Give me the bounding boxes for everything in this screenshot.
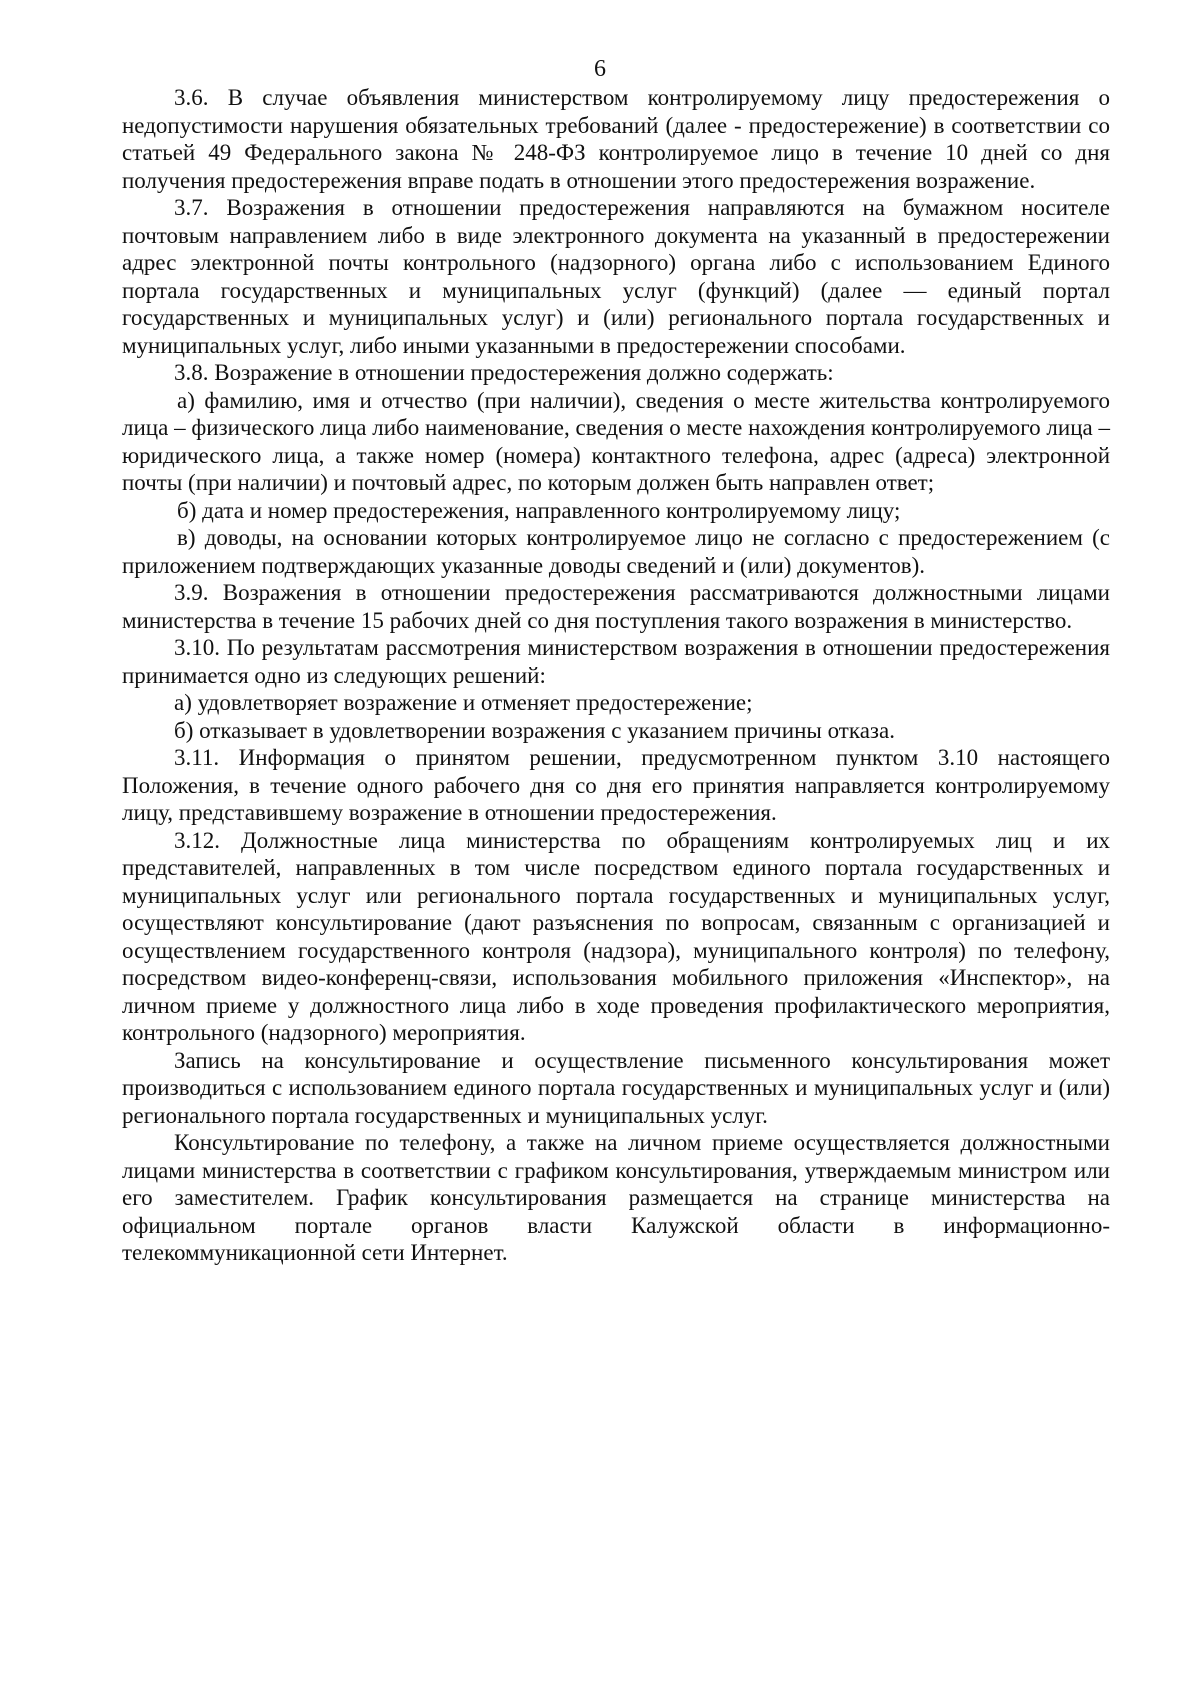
list-item-v: в) доводы, на основании которых контролируемое лицо не согласно с предостережением (с приложением подтверждающих указанные доводы сведений и (или) документов). <box>122 525 1110 578</box>
decision-item-a: а) удовлетворяет возражение и отменяет предостережение; <box>174 690 753 715</box>
paragraph-3-7: 3.7. Возражения в отношении предостережения направляются на бумажном носителе почтовым направлением либо в виде электронного документа на указанный в предостережении адрес электронной почты контрольного (надзорного) органа либо с использованием Единого портала государственных и муниципальных услуг (функций) (далее — единый портал государственных и муниципальных услуг) и (или) регионального портала государственных и муниципальных услуг, либо иными указанными в предостережении способами. <box>122 195 1110 358</box>
list-item-b: б) дата и номер предостережения, направленного контролируемому лицу; <box>177 497 901 523</box>
paragraph-3-11: 3.11. Информация о принятом решении, предусмотренном пунктом 3.10 настоящего Положения, в течение одного рабочего дня со дня его принятия направляется контролируемому лицу, представившему возражение в отношении предостережения. <box>122 745 1110 825</box>
paragraph-3-12: 3.12. Должностные лица министерства по обращениям контролируемых лиц и их представителей, направленных в том числе посредством единого портала государственных и муниципальных услуг или регионального портала государственных и муниципальных услуг, осуществляют консультирование (дают разъяснения по вопросам, связанным с организацией и осуществлением государственного контроля (надзора), муниципального контроля) по телефону, посредством видео-конференц-связи, использования мобильного приложения «Инспектор», на личном приеме у должностного лица либо в ходе проведения профилактического мероприятия, контрольного (надзорного) мероприятия. <box>122 827 1110 1045</box>
paragraph-3-6: 3.6. В случае объявления министерством контролируемому лицу предостережения о недопустимости нарушения обязательных требований (далее - предостережение) в соответствии со статьей 49 Федерального закона № 248-ФЗ контролируемое лицо в течение 10 дней со дня получения предостережения вправе подать в отношении этого предостережения возражение. <box>122 85 1110 193</box>
document-body <box>122 84 1110 1267</box>
page-number: 6 <box>594 56 606 82</box>
paragraph-3-8: 3.8. Возражение в отношении предостережения должно содержать: <box>174 360 834 385</box>
paragraph-3-9: 3.9. Возражения в отношении предостережения рассматриваются должностными лицами министерства в течение 15 рабочих дней со дня поступления такого возражения в министерство. <box>122 580 1110 633</box>
paragraph-3-10: 3.10. По результатам рассмотрения министерством возражения в отношении предостережения принимается одно из следующих решений: <box>122 635 1110 688</box>
list-item-a: а) фамилию, имя и отчество (при наличии), сведения о месте жительства контролируемого лица – физического лица либо наименование, сведения о месте нахождения контролируемого лица – юридического лица, а также номер (номера) контактного телефона, адрес (адреса) электронной почты (при наличии) и почтовый адрес, по которым должен быть направлен ответ; <box>122 387 1110 495</box>
paragraph-consultation-booking: Запись на консультирование и осуществление письменного консультирования может производиться с использованием единого портала государственных и муниципальных услуг и (или) регионального портала государственных и муниципальных услуг. <box>122 1047 1110 1128</box>
paragraph-consultation-schedule: Консультирование по телефону, а также на личном приеме осуществляется должностными лицами министерства в соответствии с графиком консультирования, утверждаемым министром или его заместителем. График консультирования размещается на странице министерства на официальном портале органов власти Калужской области в информационно-телекоммуникационной сети Интернет. <box>122 1130 1110 1265</box>
decision-item-b: б) отказывает в удовлетворении возражения с указанием причины отказа. <box>174 717 895 743</box>
